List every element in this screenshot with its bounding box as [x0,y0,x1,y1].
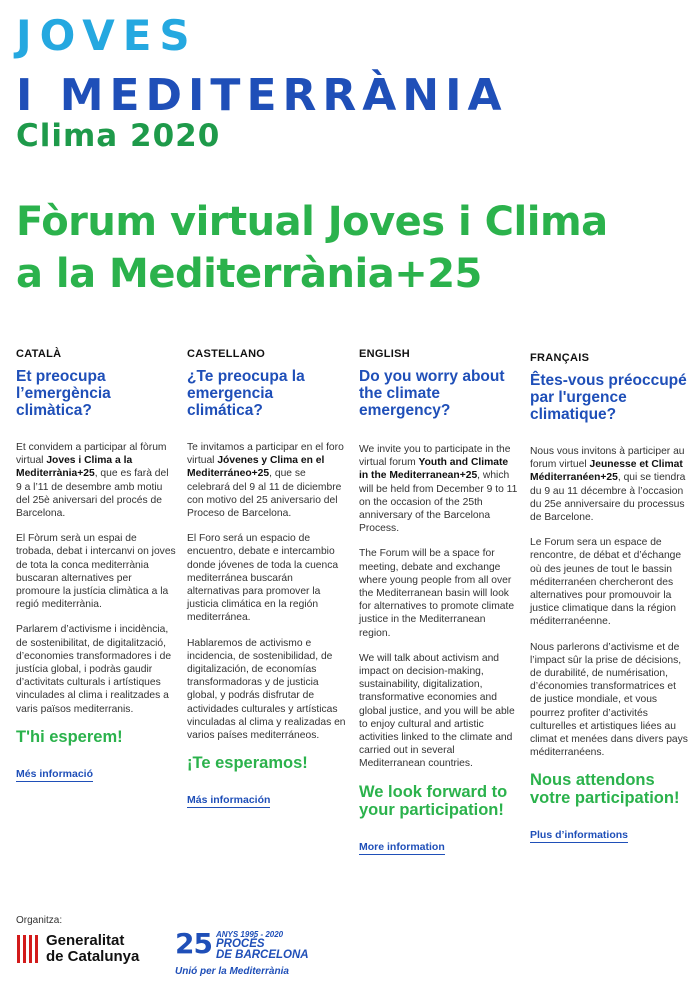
topics-paragraph: Nous parlerons d’activisme et de l’impact sûr la prise de décisions, de durabilité, de numérisation, d’économies transformatrices et de justice mondiale, et vous pourrez profiter d’activités culturelles et artistiques liées au climat et menées dans divers pays méditerranéens. [530,641,688,759]
lang-label: FRANÇAIS [530,352,590,364]
question-heading: ¿Te preocupa la emergencia climática? [187,368,305,419]
lang-label: CASTELLANO [187,348,266,360]
topics-paragraph: Parlarem d’activisme i incidència, de sostenibilitat, de digitalització, d’economies transformadores i de justícia global, i podràs gaudir d’activitats culturals i artístiques vinculades al clima i realitzades a varis països mediterranis. [16,624,172,715]
headline-line2: a la Mediterrània+25 [16,251,482,297]
barcelona-process-logo [175,927,309,961]
cta-text: Nous attendons votre participation! [530,771,680,808]
topics-paragraph: We will talk about activism and impact on decision-making, sustainability, digitalization, transformative economies and global justice, and you will be able to enjoy cultural and artistic activities linked to the climate and carried out in several Mediterranean countries. [359,652,515,770]
process-subtitle: Unió per la Mediterrània [175,966,289,977]
topics-paragraph: Hablaremos de activismo e incidencia, de sostenibilidad, de digitalización, de economías transformadoras y de justicia global, y podrás disfrutar de actividades culturales y artísticas vinculadas al clima y realizadas en varios países mediterráneos. [187,637,346,742]
more-info-link[interactable]: Més informació [16,767,94,780]
more-info-link[interactable]: Más información [187,794,271,807]
process-wordmark: ANYS 1995 - 2020 PROCÉS DE BARCELONA [215,930,309,961]
intro-paragraph: Et convidem a participar al fòrum virtual Joves i Clima a la Mediterrània+25, que es farà del 9 a l’11 de desembre amb motiu del 25è aniversari del procés de Barcelona. [16,442,169,520]
generalitat-wordmark: Generalitat de Catalunya [46,932,140,965]
column-francais [530,352,690,843]
question-heading: Do you worry about the climate emergency? [359,368,505,419]
forum-paragraph: Le Forum sera un espace de rencontre, de débat et d’échange où des jeunes de tout le bassin méditerranéen chercheront des alternatives pour promouvoir la justice climatique dans la région méditerranéenne. [530,537,682,628]
column-english [359,348,519,855]
event-logo [16,11,508,121]
generalitat-logo [16,933,139,965]
column-catala [16,348,176,782]
logo-subtitle: Clima 2020 [16,118,221,154]
cta-text: We look forward to your participation! [359,782,508,819]
cta-text: T'hi esperem! [16,727,123,746]
logo-line1: JOVES [16,11,198,60]
organizer-label: Organitza: [16,915,63,926]
intro-paragraph: Te invitamos a participar en el foro virtual Jóvenes y Clima en el Mediterráneo+25, que se celebrará del 9 al 11 de diciembre con motivo del 25 aniversario del Proceso de Barcelona. [187,442,344,520]
cta-text: ¡Te esperamos! [187,754,308,773]
logo-line2: I MEDITERRÀNIA [16,70,508,121]
question-heading: Êtes-vous préoccupé par l'urgence climatique? [530,372,687,423]
senyera-icon [16,934,38,964]
question-heading: Et preocupa l’emergència climàtica? [16,368,111,419]
forum-headline [16,196,696,300]
headline-line1: Fòrum virtual Joves i Clima [16,199,608,245]
lang-label: ENGLISH [359,348,410,360]
forum-paragraph: El Foro será un espacio de encuentro, debate e intercambio donde jóvenes de toda la cuenca mediterránea buscarán alternativas para promover la justicia climática en la región mediterránea. [187,533,339,624]
lang-label: CATALÀ [16,348,62,360]
intro-paragraph: We invite you to participate in the virtual forum Youth and Climate in the Mediterranean+25, which will be held from December 9 to 11 on the occasion of the 25th anniversary of the Barcelona Process. [359,444,518,535]
more-info-link[interactable]: Plus d’informations [530,829,629,842]
forum-paragraph: El Fòrum serà un espai de trobada, debat i intercanvi on joves de tota la conca mediterrània buscaran alternatives per promoure la justícia climàtica a la regió mediterrània. [16,533,176,611]
intro-paragraph: Nous vous invitons à participer au forum virtuel Jeunesse et Climat Méditerranéen+25, qui se tiendra du 9 au 11 décembre à l’occasion du 25e anniversaire du processus de Barcelone. [530,446,686,524]
forum-paragraph: The Forum will be a space for meeting, debate and exchange where young people from all over the Mediterranean basin will look for alternatives to promote climate justice in the Mediterranean region. [359,548,515,639]
logo-wordmark [16,11,508,121]
column-castellano [187,348,347,808]
more-info-link[interactable]: More information [359,840,445,853]
anniversary-number: 25 [175,927,212,960]
